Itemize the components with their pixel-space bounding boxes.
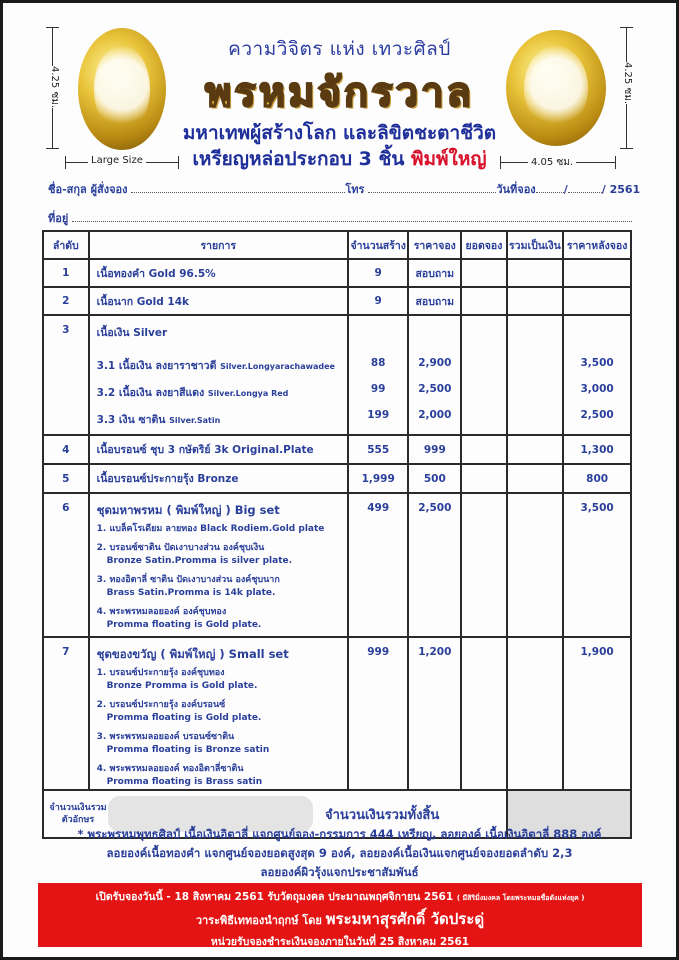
table-header-row xyxy=(43,231,631,259)
row-order-count-input[interactable] xyxy=(461,637,507,790)
row-price: สอบถาม xyxy=(408,259,461,287)
row-number: 7 xyxy=(43,637,89,790)
sub-after-price: 3,000 xyxy=(580,383,614,395)
row-price xyxy=(408,315,461,435)
date-separator: / xyxy=(563,183,568,196)
row-subtotal-input[interactable] xyxy=(507,259,564,287)
banner-booking-dates: เปิดรับจองวันนี้ - 18 สิงหาคม 2561 รับวัตถุมงคล ประมาณพฤศจิกายน 2561 xyxy=(95,891,454,903)
phone-field[interactable] xyxy=(368,182,496,193)
right-height-label: 4.25 ซม. xyxy=(617,62,638,104)
row-quantity: 555 xyxy=(348,435,408,464)
table-row xyxy=(43,287,631,315)
header-product-line xyxy=(0,144,679,174)
row-after-price xyxy=(563,259,631,287)
row-order-count-input[interactable] xyxy=(461,287,507,315)
sub-quantity: 88 xyxy=(370,357,386,369)
banner-line-3: หน่วยรับจองชำระเงินจองภายในวันที่ 25 สิงหาคม 2561 xyxy=(210,936,470,948)
row-subtotal-input[interactable] xyxy=(507,315,564,435)
customer-info-line xyxy=(48,180,640,198)
row-item-title: เนื้อเงิน Silver xyxy=(96,327,168,339)
col-header-item: รายการ xyxy=(89,231,348,259)
sub-item-en: Promma floating is Bronze satin xyxy=(106,745,270,755)
row-order-count-input[interactable] xyxy=(461,493,507,637)
name-label: ชื่อ-สกุล ผู้สั่งจอง xyxy=(48,183,128,196)
sub-item xyxy=(90,523,347,536)
row-after-price: 1,300 xyxy=(563,435,631,464)
row-order-count-input[interactable] xyxy=(461,435,507,464)
sub-item-th: 3.2 เนื้อเงิน ลงยาสีแดง xyxy=(96,387,205,399)
phone-label: โทร xyxy=(345,183,365,196)
note-line-2: ลอยองค์เนื้อทองคำ แจกศูนย์จองยอดสูงสุด 9 องค์, ลอยองค์เนื้อเงินแจกศูนย์จองยอดลำดับ 2,3 xyxy=(106,846,573,860)
row-item: เนื้อบรอนซ์ประกายรุ้ง Bronze xyxy=(89,464,348,493)
row-item xyxy=(89,493,348,637)
row-price: 500 xyxy=(408,464,461,493)
col-header-subtotal: รวมเป็นเงิน xyxy=(507,231,564,259)
col-header-after-price: ราคาหลังจอง xyxy=(563,231,631,259)
sub-item xyxy=(90,542,347,568)
sub-item xyxy=(90,667,347,693)
row-number: 5 xyxy=(43,464,89,493)
sub-item xyxy=(90,407,347,434)
row-after-price: 1,900 xyxy=(563,637,631,790)
sub-item-th: 3.3 เงิน ซาติน xyxy=(96,414,166,426)
row-order-count-input[interactable] xyxy=(461,315,507,435)
row-price: 2,500 xyxy=(408,493,461,637)
col-header-no: ลำดับ xyxy=(43,231,89,259)
header-title: พรหมจักรวาล xyxy=(204,69,475,116)
table-row xyxy=(43,637,631,790)
sub-item-th: 1. แบล็คโรเดียม ลายทอง Black Rodiem.Gold plate xyxy=(96,524,325,534)
sub-item-en: Bronze Satin.Promma is silver plate. xyxy=(106,556,293,566)
sub-item xyxy=(90,353,347,380)
sub-item-th: 4. พระพรหมลอยองค์ องค์ชุบทอง xyxy=(96,607,227,617)
row-after-price: 3,500 xyxy=(563,493,631,637)
sub-item-en: Silver.Longya Red xyxy=(207,389,289,398)
col-header-order-count: ยอดจอง xyxy=(461,231,507,259)
total-words-label-line2: ตัวอักษร xyxy=(61,815,95,825)
row-quantity: 999 xyxy=(348,637,408,790)
row-quantity: 1,999 xyxy=(348,464,408,493)
row-price: 1,200 xyxy=(408,637,461,790)
sub-item-th: 2. บรอนซ์ซาติน ปัดเงาบางส่วน องค์ชุบเงิน xyxy=(96,543,265,553)
date-day-field[interactable] xyxy=(536,182,564,193)
row-price: 999 xyxy=(408,435,461,464)
date-label: วันที่จอง xyxy=(496,183,536,196)
sub-item-en: Promma floating is Gold plate. xyxy=(106,713,262,723)
row-item-title: ชุดมหาพรหม ( พิมพ์ใหญ่ ) Big set xyxy=(96,503,280,517)
col-header-quantity: จำนวนสร้าง xyxy=(348,231,408,259)
sub-item xyxy=(90,606,347,632)
total-words-label xyxy=(48,802,108,826)
row-item: เนื้อบรอนซ์ ชุบ 3 กษัตริย์ 3k Original.Plate xyxy=(89,435,348,464)
product-size-highlight: พิมพ์ใหญ่ xyxy=(410,148,487,170)
order-table xyxy=(42,230,632,839)
row-price: สอบถาม xyxy=(408,287,461,315)
sub-item-en: Bronze Promma is Gold plate. xyxy=(106,681,258,691)
row-subtotal-input[interactable] xyxy=(507,637,564,790)
sub-item-th: 3.1 เนื้อเงิน ลงยาราชาวดี xyxy=(96,360,217,372)
sub-quantity: 99 xyxy=(370,383,386,395)
banner-ceremony-label: วาระพิธีเททองนำฤกษ์ โดย xyxy=(195,914,322,927)
row-item-title: ชุดของขวัญ ( พิมพ์ใหญ่ ) Small set xyxy=(96,647,289,661)
sub-item xyxy=(90,699,347,725)
sub-item-th: 1. บรอนซ์ประกายรุ้ง องค์ชุบทอง xyxy=(96,668,225,678)
row-after-price: 800 xyxy=(563,464,631,493)
row-item xyxy=(89,315,348,435)
table-row xyxy=(43,435,631,464)
row-number: 3 xyxy=(43,315,89,435)
row-number: 6 xyxy=(43,493,89,637)
banner-small-note: ( มีสิริมิ่งมงคล โดยพระหมอชื่อดังแห่งยุค ) xyxy=(456,894,585,902)
sub-item-en: Silver.Longyarachawadee xyxy=(220,362,335,371)
address-field[interactable] xyxy=(72,211,632,222)
row-subtotal-input[interactable] xyxy=(507,464,564,493)
sub-item-th: 3. พระพรหมลอยองค์ บรอนซ์ซาติน xyxy=(96,732,235,742)
row-item xyxy=(89,637,348,790)
name-field[interactable] xyxy=(131,182,345,193)
product-description: เหรียญหล่อประกอบ 3 ชิ้น xyxy=(192,148,405,170)
table-row xyxy=(43,315,631,435)
table-row xyxy=(43,259,631,287)
sub-price: 2,000 xyxy=(418,409,452,421)
row-quantity: 499 xyxy=(348,493,408,637)
header-subtitle: ความวิจิตร แห่ง เทวะศิลป์ xyxy=(228,38,451,60)
row-subtotal-input[interactable] xyxy=(507,287,564,315)
date-year: / 2561 xyxy=(601,183,641,196)
row-subtotal-input[interactable] xyxy=(507,435,564,464)
sub-item xyxy=(90,380,347,407)
address-line xyxy=(48,209,632,227)
row-after-price xyxy=(563,315,631,435)
sub-item-en: Silver.Satin xyxy=(169,416,221,425)
sub-price: 2,500 xyxy=(418,383,452,395)
row-item: เนื้อทองคำ Gold 96.5% xyxy=(89,259,348,287)
banner-monk-name: พระมหาสุรศักดิ์ วัดประดู่ xyxy=(325,910,485,928)
sub-item-th: 2. บรอนซ์ประกายรุ้ง องค์บรอนซ์ xyxy=(96,700,226,710)
sub-item-th: 3. ทองอิตาลี่ ซาติน ปัดเงาบางส่วน องค์ชุบนาก xyxy=(96,575,280,585)
sub-item-en: Promma floating is Brass satin xyxy=(106,777,263,787)
row-quantity xyxy=(348,315,408,435)
total-words-label-line1: จำนวนเงินรวม xyxy=(49,803,107,813)
table-row xyxy=(43,493,631,637)
header-tagline: มหาเทพผู้สร้างโลก และลิขิตชะตาชีวิต xyxy=(182,122,497,144)
sub-after-price: 2,500 xyxy=(580,409,614,421)
row-quantity: 9 xyxy=(348,259,408,287)
row-order-count-input[interactable] xyxy=(461,259,507,287)
sub-item-en: Brass Satin.Promma is 14k plate. xyxy=(106,588,276,598)
col-header-price: ราคาจอง xyxy=(408,231,461,259)
row-subtotal-input[interactable] xyxy=(507,493,564,637)
row-number: 1 xyxy=(43,259,89,287)
row-number: 2 xyxy=(43,287,89,315)
banner-line-1 xyxy=(38,888,642,905)
sub-item-th: 4. พระพรหมลอยองค์ ทองอิตาลี่ซาติน xyxy=(96,764,244,774)
sub-quantity: 199 xyxy=(367,409,390,421)
grand-total-label: จำนวนเงินรวมทั้งสิ้น xyxy=(325,807,440,823)
note-line-1: * พระพรหมพุทธศิลป์ เนื้อเงินอิตาลี่ แจกศูนย์จอง-กรรมการ 444 เหรียญ, ลอยองค์ เนื้อเงินอิตาลี่ 888 องค์ xyxy=(77,827,602,841)
left-height-label: 4.25 ซม. xyxy=(44,66,65,108)
sub-item xyxy=(90,763,347,789)
address-label: ที่อยู่ xyxy=(48,212,69,225)
row-after-price xyxy=(563,287,631,315)
row-item: เนื้อนาก Gold 14k xyxy=(89,287,348,315)
sub-item xyxy=(90,574,347,600)
sub-item xyxy=(90,731,347,757)
row-order-count-input[interactable] xyxy=(461,464,507,493)
right-width-label: 4.05 ซม. xyxy=(528,155,576,170)
sub-price: 2,900 xyxy=(418,357,452,369)
info-banner xyxy=(38,883,642,947)
sub-item-en: Promma floating is Gold plate. xyxy=(106,620,262,630)
left-width-label: Large Size xyxy=(88,155,146,166)
note-line-3: ลอยองค์ผิวรุ้งแจกประชาสัมพันธ์ xyxy=(260,865,419,879)
row-quantity: 9 xyxy=(348,287,408,315)
banner-line-2 xyxy=(38,907,642,931)
sub-after-price: 3,500 xyxy=(580,357,614,369)
date-month-field[interactable] xyxy=(568,182,602,193)
table-row xyxy=(43,464,631,493)
row-number: 4 xyxy=(43,435,89,464)
